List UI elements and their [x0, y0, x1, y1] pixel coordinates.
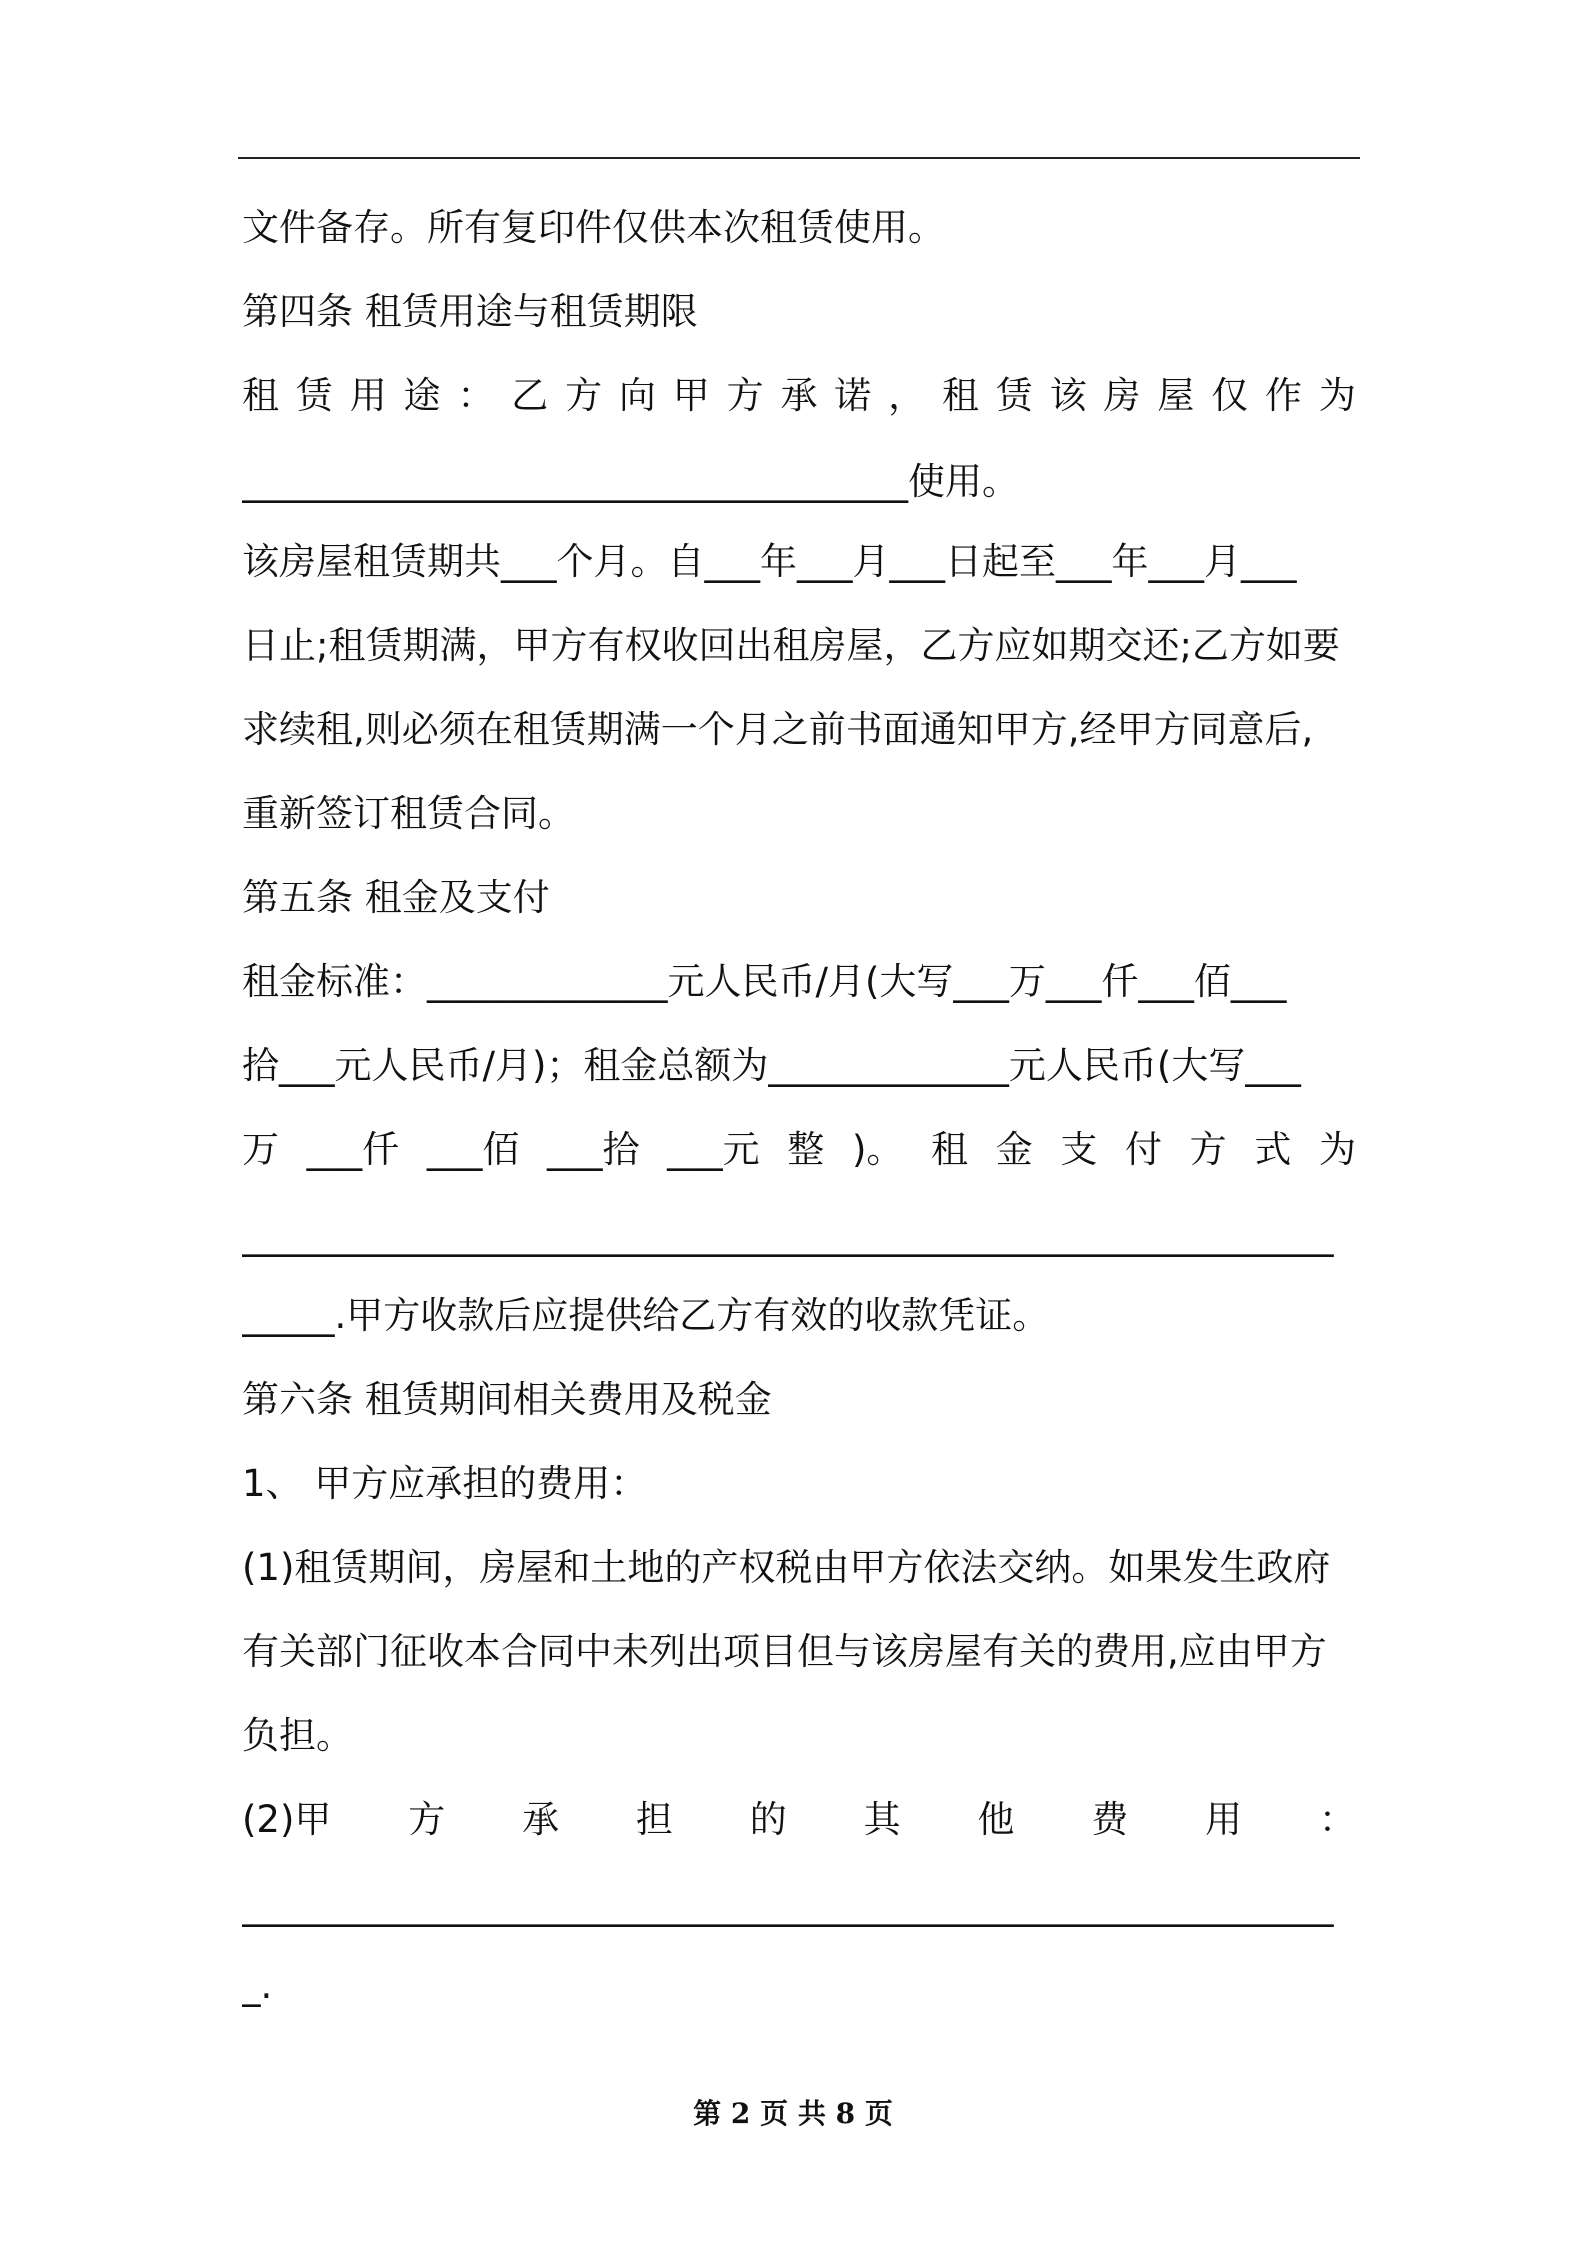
- char: 式: [1254, 1128, 1292, 1171]
- text-line: 重新签订租赁合同。: [242, 792, 575, 835]
- char: 金: [995, 1128, 1033, 1171]
- char: 用: [1205, 1798, 1243, 1841]
- char: 向: [618, 374, 656, 417]
- char: 整: [787, 1128, 825, 1171]
- text-line: _.: [242, 1964, 273, 2007]
- char: 承: [522, 1798, 560, 1841]
- char: ，: [888, 374, 926, 417]
- article-heading: 第五条 租金及支付: [242, 876, 550, 919]
- text-line: 该房屋租赁期共___个月。自___年___月___日起至___年___月___: [242, 540, 1297, 583]
- char: ___佰: [426, 1128, 520, 1171]
- char: 租: [242, 374, 279, 417]
- text-line: 负担。: [242, 1714, 353, 1757]
- char: 为: [1318, 374, 1356, 417]
- char: 赁: [295, 374, 333, 417]
- page-number: 第 2 页 共 8 页: [693, 2097, 893, 2130]
- text-line: (1)租赁期间，房屋和土地的产权税由甲方依法交纳。如果发生政府: [242, 1546, 1331, 1589]
- text-line: 日止;租赁期满，甲方有权收回出租房屋，乙方应如期交还;乙方如要: [242, 624, 1340, 667]
- char: 仅: [1211, 374, 1249, 417]
- char: 屋: [1157, 374, 1195, 417]
- char: ___元: [667, 1128, 760, 1171]
- char: 途: [403, 374, 441, 417]
- text-line: _____.甲方收款后应提供给乙方有效的收款凭证。: [242, 1294, 1050, 1337]
- char: 他: [977, 1798, 1015, 1841]
- char: 的: [749, 1798, 787, 1841]
- text-line: 求续租,则必须在租赁期满一个月之前书面通知甲方,经甲方同意后,: [242, 708, 1314, 751]
- char: 方: [1189, 1128, 1227, 1171]
- char: 甲: [672, 374, 710, 417]
- justified-line-other-fees: [242, 1796, 1356, 1844]
- text-line: 拾___元人民币/月)；租金总额为_____________元人民币(大写___: [242, 1044, 1301, 1087]
- char: 房: [1103, 374, 1141, 417]
- char: 方: [408, 1798, 446, 1841]
- blank-line: ___________________________________________________________: [242, 1214, 1334, 1257]
- article-heading: 第六条 租赁期间相关费用及税金: [242, 1378, 772, 1421]
- char: ___拾: [546, 1128, 640, 1171]
- article-heading: 第四条 租赁用途与租赁期限: [242, 290, 698, 333]
- char: 用: [349, 374, 387, 417]
- text-line: 租金标准：_____________元人民币/月(大写___万___仟___佰___: [242, 960, 1287, 1003]
- char: 赁: [995, 374, 1033, 417]
- text-line: 1、 甲方应承担的费用：: [242, 1462, 648, 1505]
- char: ：: [1318, 1798, 1356, 1841]
- char: 其: [863, 1798, 901, 1841]
- char: ___仟: [306, 1128, 400, 1171]
- text-line: ____________________________________使用。: [242, 460, 1019, 503]
- char: 为: [1318, 1128, 1356, 1171]
- char: 方: [726, 374, 764, 417]
- char: 万: [242, 1128, 279, 1171]
- char: 付: [1125, 1128, 1162, 1171]
- char: 支: [1060, 1128, 1098, 1171]
- justified-line-payment-method: [242, 1126, 1356, 1174]
- char: 诺: [834, 374, 872, 417]
- char: 方: [565, 374, 603, 417]
- char: (2)甲: [242, 1798, 332, 1841]
- justified-line-lease-purpose: [242, 372, 1356, 420]
- char: 费: [1091, 1798, 1129, 1841]
- char: 租: [931, 1128, 969, 1171]
- text-line: 有关部门征收本合同中未列出项目但与该房屋有关的费用,应由甲方: [242, 1630, 1327, 1673]
- char: ：: [457, 374, 495, 417]
- char: 租: [941, 374, 979, 417]
- char: 乙: [511, 374, 549, 417]
- char: 该: [1049, 374, 1087, 417]
- char: 作: [1265, 374, 1303, 417]
- text-line: 文件备存。所有复印件仅供本次租赁使用。: [242, 206, 945, 249]
- char: 承: [780, 374, 818, 417]
- char: )。: [851, 1128, 904, 1171]
- blank-line: ___________________________________________________________: [242, 1884, 1334, 1927]
- char: 担: [635, 1798, 673, 1841]
- header-rule: [238, 157, 1360, 159]
